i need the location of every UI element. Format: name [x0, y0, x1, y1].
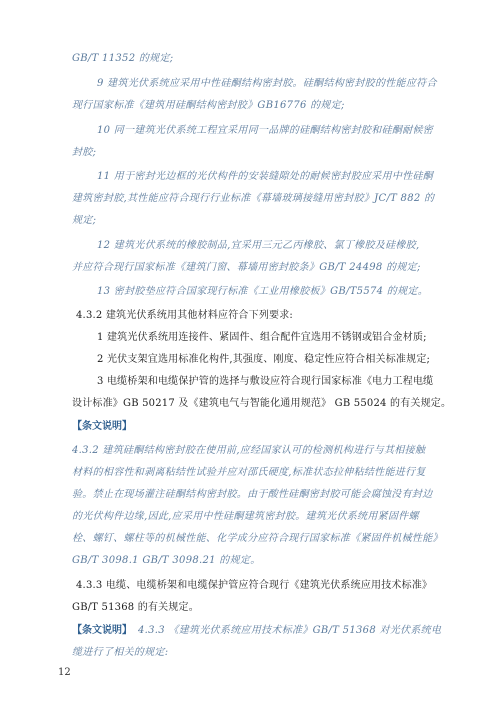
clause-note-tag: 【条文说明】 [72, 625, 132, 636]
clause-note-tag: 【条文说明】 [72, 421, 132, 432]
text-line: 封胶; [72, 147, 97, 158]
text-line: 验。禁止在现场灌注硅酮结构密封胶。由于酸性硅酮密封胶可能会腐蚀没有封边 [72, 489, 433, 500]
text-line: 设计标准》GB 50217 及《建筑电气与智能化通用规范》 GB 55024 的有关规定。 [72, 398, 452, 409]
text-line: 现行国家标准《建筑用硅酮结构密封胶》GB16776 的规定; [72, 100, 345, 111]
text-line: GB/T 11352 的规定; [72, 53, 174, 64]
text-line: 4.3.2 建筑硅酮结构密封胶在使用前,应经国家认可的检测机构进行与其相接触 [72, 445, 426, 456]
text-line: 2 光伏支架宜选用标准化构件,其强度、刚度、稳定性应符合相关标准规定; [97, 354, 431, 365]
text-line: 材料的相容性和剥离粘结性试验并应对邵氏硬度,标准状态拉伸粘结性能进行复 [72, 467, 426, 478]
text-line: 建筑密封胶,其性能应符合现行行业标准《幕墙玻璃接缝用密封胶》JC/T 882 的 [72, 193, 435, 204]
text-line: 的光伏构件边缘,因此,应采用中性硅酮建筑密封胶。建筑光伏系统用紧固件螺 [72, 511, 419, 522]
text-line: 并应符合现行国家标准《建筑门窗、幕墙用密封胶条》GB/T 24498 的规定; [72, 262, 421, 273]
text-line: 12 建筑光伏系统的橡胶制品,宜采用三元乙丙橡胶、氯丁橡胶及硅橡胶, [97, 240, 420, 251]
text-line: 栓、螺钉、螺柱等的机械性能、化学成分应符合现行国家标准《紧固件机械性能》 [72, 533, 443, 544]
text-line: 缆进行了相关的规定: [72, 647, 169, 658]
text-line: 4.3.2 建筑光伏系统用其他材料应符合下列要求: [76, 310, 293, 321]
page-number: 12 [58, 667, 71, 678]
text-line: GB/T 51368 的有关规定。 [72, 602, 199, 613]
text-line: 13 密封胶垫应符合国家现行标准《工业用橡胶板》GB/T5574 的规定。 [97, 286, 429, 297]
text-line: 10 同一建筑光伏系统工程宜采用同一品牌的硅酮结构密封胶和硅酮耐候密 [97, 125, 434, 136]
text-line: 11 用于密封光边框的光伏构件的安装缝隙处的耐候密封胶应采用中性硅酮 [97, 171, 434, 182]
text-line: 规定; [72, 215, 97, 226]
text-line: 1 建筑光伏系统用连接件、紧固件、组合配件宜选用不锈钢或铝合金材质; [97, 332, 427, 343]
text-line: 4.3.3 电缆、电缆桥架和电缆保护管应符合现行《建筑光伏系统应用技术标准》 [76, 580, 433, 591]
text-line: 4.3.3 《建筑光伏系统应用技术标准》GB/T 51368 对光伏系统电 [138, 625, 442, 636]
text-line: 9 建筑光伏系统应采用中性硅酮结构密封胶。硅酮结构密封胶的性能应符合 [97, 78, 437, 89]
text-line: GB/T 3098.1 GB/T 3098.21 的规定。 [72, 555, 261, 566]
text-line: 3 电缆桥架和电缆保护管的选择与敷设应符合现行国家标准《电力工程电缆 [97, 376, 434, 387]
